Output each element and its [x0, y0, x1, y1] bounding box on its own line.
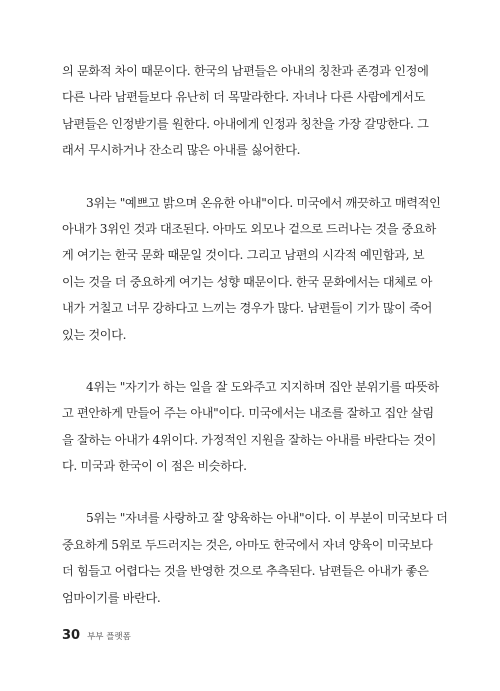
text-line: 의 문화적 차이 때문이다. 한국의 남편들은 아내의 칭찬과 존경과 인정에: [62, 64, 429, 78]
running-title: 부부 플랫폼: [87, 632, 131, 642]
paragraph-4: [62, 505, 448, 611]
text-line: 엄마이기를 바란다.: [62, 590, 161, 605]
text-line: 4위는 "자기가 하는 일을 잘 도와주고 지지하며 집안 분위기를 따뜻하: [86, 379, 439, 394]
text-line: 있는 것이다.: [62, 327, 127, 342]
paragraph-gap: [62, 348, 437, 374]
body-text: [62, 58, 448, 611]
text-line: 중요하게 5위로 두드러지는 것은, 아마도 한국에서 자녀 양육이 미국보다: [62, 537, 433, 552]
paragraph-3: [62, 374, 437, 480]
paragraph-2: [62, 190, 441, 348]
text-line: 을 잘하는 아내가 4위이다. 가정적인 지원을 잘하는 아내를 바란다는 것이: [62, 432, 436, 447]
page-footer: [62, 628, 131, 643]
text-line: 고 편안하게 만들어 주는 아내"이다. 미국에서는 내조를 잘하고 집안 살림: [62, 406, 434, 421]
paragraph-1: [62, 58, 437, 164]
paragraph-gap: [62, 479, 437, 505]
text-line: 내가 거칠고 너무 강하다고 느끼는 경우가 많다. 남편들이 기가 많이 죽어: [62, 301, 433, 316]
text-line: 더 힘들고 어렵다는 것을 반영한 것으로 추측된다. 남편들은 아내가 좋은: [62, 564, 429, 579]
text-line: 남편들은 인정받기를 원한다. 아내에게 인정과 칭찬을 가장 갈망한다. 그: [62, 116, 429, 131]
text-line: 5위는 "자녀를 사랑하고 잘 양육하는 아내"이다. 이 부분이 미국보다 더: [86, 511, 448, 526]
text-line: 다. 미국과 한국이 이 점은 비슷하다.: [62, 459, 247, 474]
text-line: 아내가 3위인 것과 대조된다. 아마도 외모나 겉으로 드러나는 것을 중요하: [62, 221, 436, 236]
text-line: 다른 나라 남편들보다 유난히 더 목말라한다. 자녀나 다른 사람에게서도: [62, 90, 425, 105]
page-number: 30: [62, 628, 81, 643]
text-line: 이는 것을 더 중요하게 여기는 성향 때문이다. 한국 문화에서는 대체로 아: [62, 274, 433, 289]
paragraph-gap: [62, 164, 437, 190]
text-line: 게 여기는 한국 문화 때문일 것이다. 그리고 남편의 시각적 예민함과, 보: [62, 248, 425, 263]
text-line: 3위는 "예쁘고 밝으며 온유한 아내"이다. 미국에서 깨끗하고 매력적인: [86, 195, 441, 210]
text-line: 래서 무시하거나 잔소리 많은 아내를 싫어한다.: [62, 143, 301, 158]
